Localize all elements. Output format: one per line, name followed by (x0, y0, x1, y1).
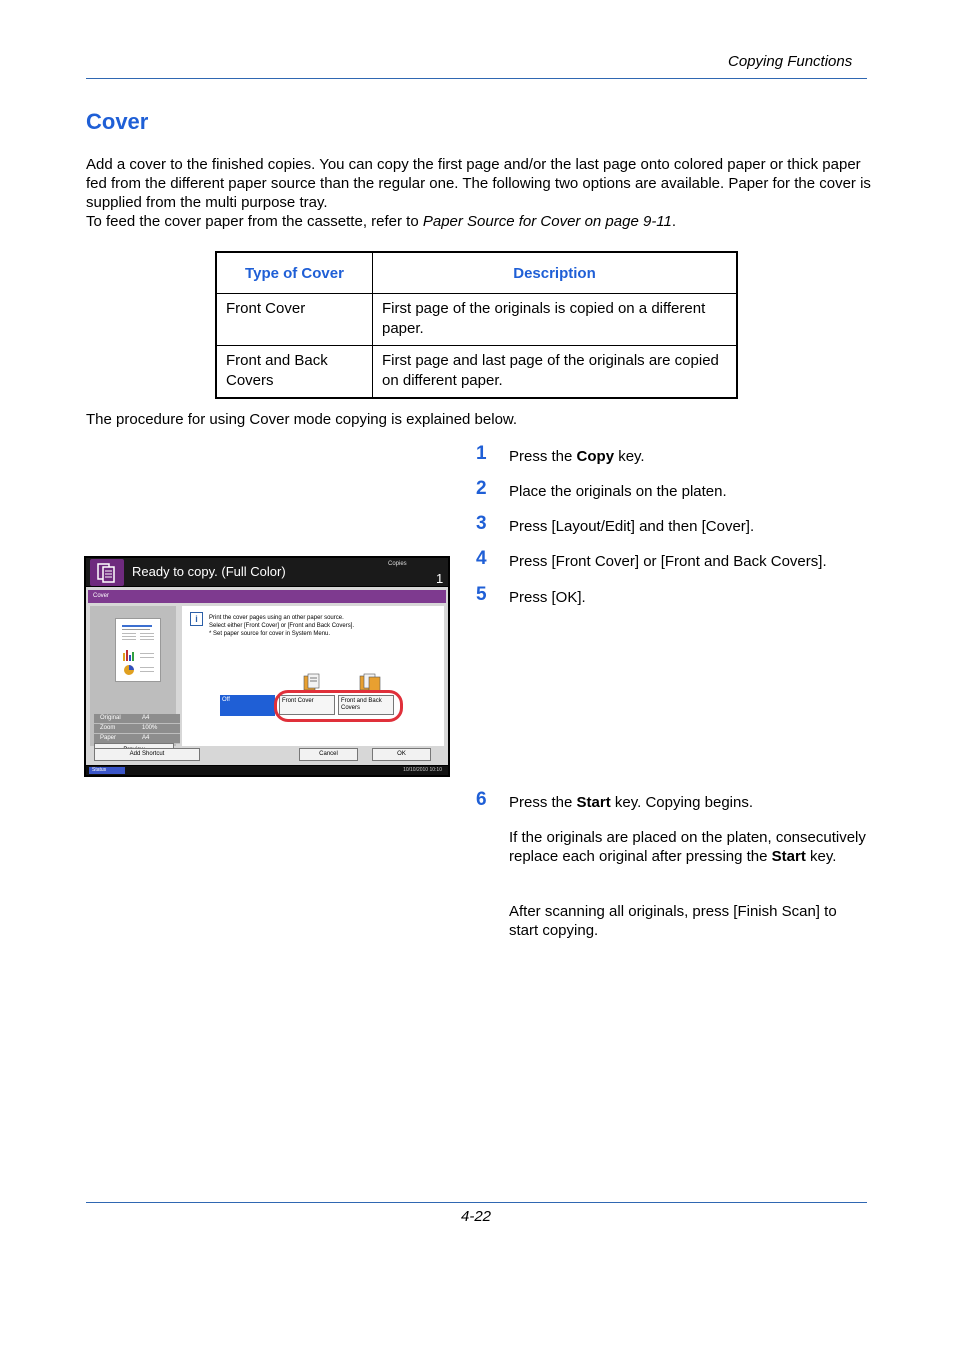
option-off-button[interactable]: Off (220, 695, 275, 716)
copy-mode-icon (90, 559, 124, 586)
table-row (216, 346, 737, 399)
step-text: Press the Start key. Copying begins. (509, 794, 754, 811)
cross-reference-link[interactable]: Paper Source for Cover on page 9-11 (422, 213, 672, 230)
intro-text (86, 155, 871, 231)
ref-tail: . (671, 213, 677, 230)
cover-options-pane (182, 606, 444, 746)
description-cell: First page and last page of the originals are copied on different paper. (373, 346, 738, 399)
front-and-back-covers-button[interactable]: Front and Back Covers (338, 695, 394, 715)
running-header: Copying Functions (728, 53, 853, 70)
step-number: 4 (476, 548, 487, 569)
info-icon: i (190, 612, 203, 626)
step-number: 5 (476, 584, 487, 605)
step-number: 3 (476, 513, 487, 534)
step-6-note: If the originals are placed on the platen, consecutively replace each original after pressing the Start key. (509, 829, 866, 865)
screen-status-title: Ready to copy. (Full Color) (132, 564, 286, 579)
status-button[interactable]: Status (89, 767, 125, 774)
front-back-cover-icon (358, 672, 382, 692)
copier-screen (84, 556, 450, 777)
info-row: Original A4 (94, 714, 180, 724)
step-6-note: After scanning all originals, press [Finish Scan] to start copying. (509, 903, 837, 939)
cover-type-cell: Front and Back Covers (216, 346, 373, 399)
info-row: Paper A4 (94, 734, 180, 744)
step-text: Place the originals on the platen. (509, 483, 727, 500)
description-cell: First page of the originals is copied on a different paper. (373, 294, 738, 346)
cover-type-cell: Front Cover (216, 294, 373, 346)
status-bar (86, 766, 448, 775)
step-text: Press the Copy key. (509, 448, 645, 465)
screen-titlebar (86, 558, 448, 586)
column-header: Description (373, 252, 738, 294)
function-bar: Cover (88, 590, 446, 603)
page-thumbnail-icon (115, 618, 161, 682)
header-rule (86, 78, 867, 79)
intro-paragraph: Add a cover to the finished copies. You can copy the first page and/or the last page onto colored paper or thick paper fed from the different paper source than the regular one. The following two options are available. Paper for the cover is supplied from the multi purpose tray. (86, 156, 871, 211)
step-number: 1 (476, 443, 487, 464)
add-shortcut-button[interactable]: Add Shortcut (94, 748, 200, 761)
screen-body (86, 587, 448, 765)
highlight-ring (274, 690, 403, 722)
instruction-message: Print the cover pages using an other paper source. Select either [Front Cover] or [Front and Back Covers]. * Set paper source for cover in System Menu. (209, 615, 355, 637)
step-text: Press [Layout/Edit] and then [Cover]. (509, 518, 755, 535)
ref-lead: To feed the cover paper from the cassette, refer to (86, 213, 423, 230)
front-cover-button[interactable]: Front Cover (279, 695, 335, 715)
step-number: 2 (476, 478, 487, 499)
settings-summary (94, 714, 180, 744)
copies-count: 1 (436, 571, 444, 586)
page-number: 4-22 (461, 1208, 492, 1225)
front-cover-icon (302, 672, 322, 692)
footer-rule (86, 1202, 867, 1203)
table-row (216, 294, 737, 346)
table-header-row (216, 252, 737, 294)
intro-reference (86, 212, 871, 231)
procedure-intro: The procedure for using Cover mode copying is explained below. (86, 411, 518, 428)
column-header: Type of Cover (216, 252, 373, 294)
ok-button[interactable]: OK (372, 748, 431, 761)
copies-label: Copies (388, 561, 407, 567)
step-text: Press [Front Cover] or [Front and Back Covers]. (509, 553, 827, 570)
datetime-readout: 10/10/2010 10:10 (403, 767, 442, 773)
section-title: Cover (86, 109, 149, 134)
step-text: Press [OK]. (509, 589, 586, 606)
step-number: 6 (476, 789, 487, 810)
preview-pane (90, 606, 176, 746)
cancel-button[interactable]: Cancel (299, 748, 358, 761)
cover-types-table (215, 251, 738, 399)
info-row: Zoom 100% (94, 724, 180, 734)
